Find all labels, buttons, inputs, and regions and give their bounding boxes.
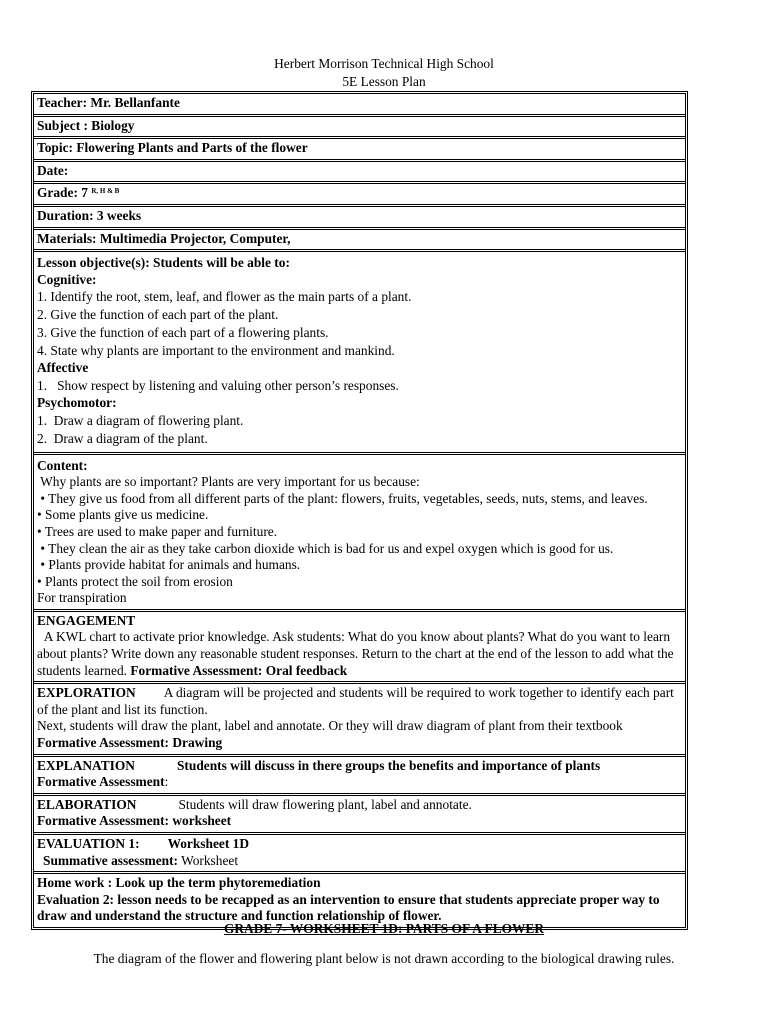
affective-item: 1. Show respect by listening and valuing other person’s responses. bbox=[37, 377, 399, 393]
exploration-row bbox=[34, 684, 685, 756]
content-line: • They clean the air as they take carbon dioxide which is bad for us and expel oxygen which is good for us. bbox=[37, 540, 614, 556]
content-line: • Trees are used to make paper and furniture. bbox=[37, 523, 278, 539]
teacher-row: Teacher: Mr. Bellanfante bbox=[34, 94, 685, 117]
cognitive-item: 1. Identify the root, stem, leaf, and flower as the main parts of a plant. bbox=[37, 289, 412, 305]
date-row: Date: bbox=[34, 162, 685, 185]
content-line: • They give us food from all different parts of the plant: flowers, fruits, vegetables, seeds, nuts, stems, and leaves. bbox=[37, 490, 648, 506]
plan-type: 5E Lesson Plan bbox=[342, 74, 426, 89]
explanation-text: Students will discuss in there groups the benefits and importance of plants bbox=[176, 757, 601, 773]
objectives-row bbox=[34, 252, 685, 454]
psychomotor-heading: Psychomotor: bbox=[37, 394, 117, 410]
content-line: Why plants are so important? Plants are very important for us because: bbox=[37, 474, 420, 490]
psychomotor-item: 1. Draw a diagram of flowering plant. bbox=[37, 412, 244, 428]
engagement-assessment: Formative Assessment: Oral feedback bbox=[130, 662, 348, 678]
engagement-text: A KWL chart to activate prior knowledge. Ask students: What do you know about plants? What do you want to learn about plants? Write down any reasonable student responses. Return to the chart at the end of the lesson to add what the students learned. bbox=[37, 629, 677, 678]
lesson-plan-table bbox=[31, 91, 688, 930]
evaluation-worksheet: Worksheet 1D bbox=[167, 836, 250, 851]
cognitive-heading: Cognitive: bbox=[37, 271, 97, 287]
grade-row: Grade: 7 $^{R, H \& B}$ bbox=[34, 184, 685, 207]
duration-row: Duration: 3 weeks bbox=[34, 207, 685, 230]
cognitive-item: 2. Give the function of each part of the plant. bbox=[37, 307, 279, 323]
evaluation-heading: EVALUATION 1: bbox=[37, 836, 140, 851]
engagement-heading: ENGAGEMENT bbox=[37, 612, 136, 628]
elaboration-text: Students will draw flowering plant, label and annotate. bbox=[178, 796, 472, 812]
evaluation-2-line: Evaluation 2: lesson needs to be recapped as an intervention to ensure that students appreciate proper way to draw and understand the structure and function relationship of flower. bbox=[37, 891, 660, 924]
materials-row: Materials: Multimedia Projector, Computer, bbox=[34, 230, 685, 253]
topic-row: Topic: Flowering Plants and Parts of the flower bbox=[34, 139, 685, 162]
elaboration-assessment: Formative Assessment: worksheet bbox=[37, 813, 232, 829]
content-line: • Plants provide habitat for animals and humans. bbox=[37, 557, 301, 573]
content-heading: Content: bbox=[37, 457, 88, 473]
worksheet-intro: The diagram of the flower and flowering plant below is not drawn according to the biological drawing rules. bbox=[93, 951, 675, 966]
elaboration-row bbox=[34, 796, 685, 835]
grade-streams: R, H & B bbox=[91, 187, 120, 196]
school-name: Herbert Morrison Technical High School bbox=[274, 56, 494, 71]
engagement-row bbox=[34, 612, 685, 684]
explanation-heading: EXPLANATION bbox=[37, 757, 135, 773]
cognitive-item: 4. State why plants are important to the environment and mankind. bbox=[37, 343, 395, 359]
content-line: For transpiration bbox=[37, 590, 127, 606]
homework-row bbox=[34, 874, 685, 927]
document-header bbox=[0, 55, 768, 91]
explanation-assessment: Formative Assessment bbox=[37, 774, 165, 790]
exploration-assessment: Formative Assessment: Drawing bbox=[37, 735, 223, 751]
exploration-text-2: Next, students will draw the plant, label and annotate. Or they will draw diagram of plant from their textbook bbox=[37, 718, 623, 734]
psychomotor-item: 2. Draw a diagram of the plant. bbox=[37, 430, 208, 446]
evaluation-row bbox=[34, 835, 685, 874]
elaboration-heading: ELABORATION bbox=[37, 796, 137, 812]
subject-row: Subject : Biology bbox=[34, 117, 685, 140]
content-line: • Some plants give us medicine. bbox=[37, 507, 209, 523]
cognitive-item: 3. Give the function of each part of a flowering plants. bbox=[37, 325, 329, 341]
objectives-heading: Lesson objective(s): Students will be able to: bbox=[37, 255, 290, 271]
content-line: • Plants protect the soil from erosion bbox=[37, 573, 233, 589]
exploration-text: A diagram will be projected and students will be required to work together to identify each part of the plant and list its function. bbox=[37, 685, 674, 717]
affective-heading: Affective bbox=[37, 360, 89, 376]
content-row bbox=[34, 455, 685, 612]
exploration-heading: EXPLORATION bbox=[37, 685, 136, 701]
summative-value: Worksheet bbox=[181, 852, 239, 868]
explanation-row: EXPLANATION Students will discuss in there groups the benefits and importance of plants Formative Assessment: bbox=[34, 757, 685, 796]
summative-label: Summative assessment: bbox=[43, 852, 179, 868]
worksheet-title: GRADE 7- WORKSHEET 1D: PARTS OF A FLOWER bbox=[223, 921, 545, 936]
homework-line: Home work : Look up the term phytoremediation bbox=[37, 875, 321, 891]
